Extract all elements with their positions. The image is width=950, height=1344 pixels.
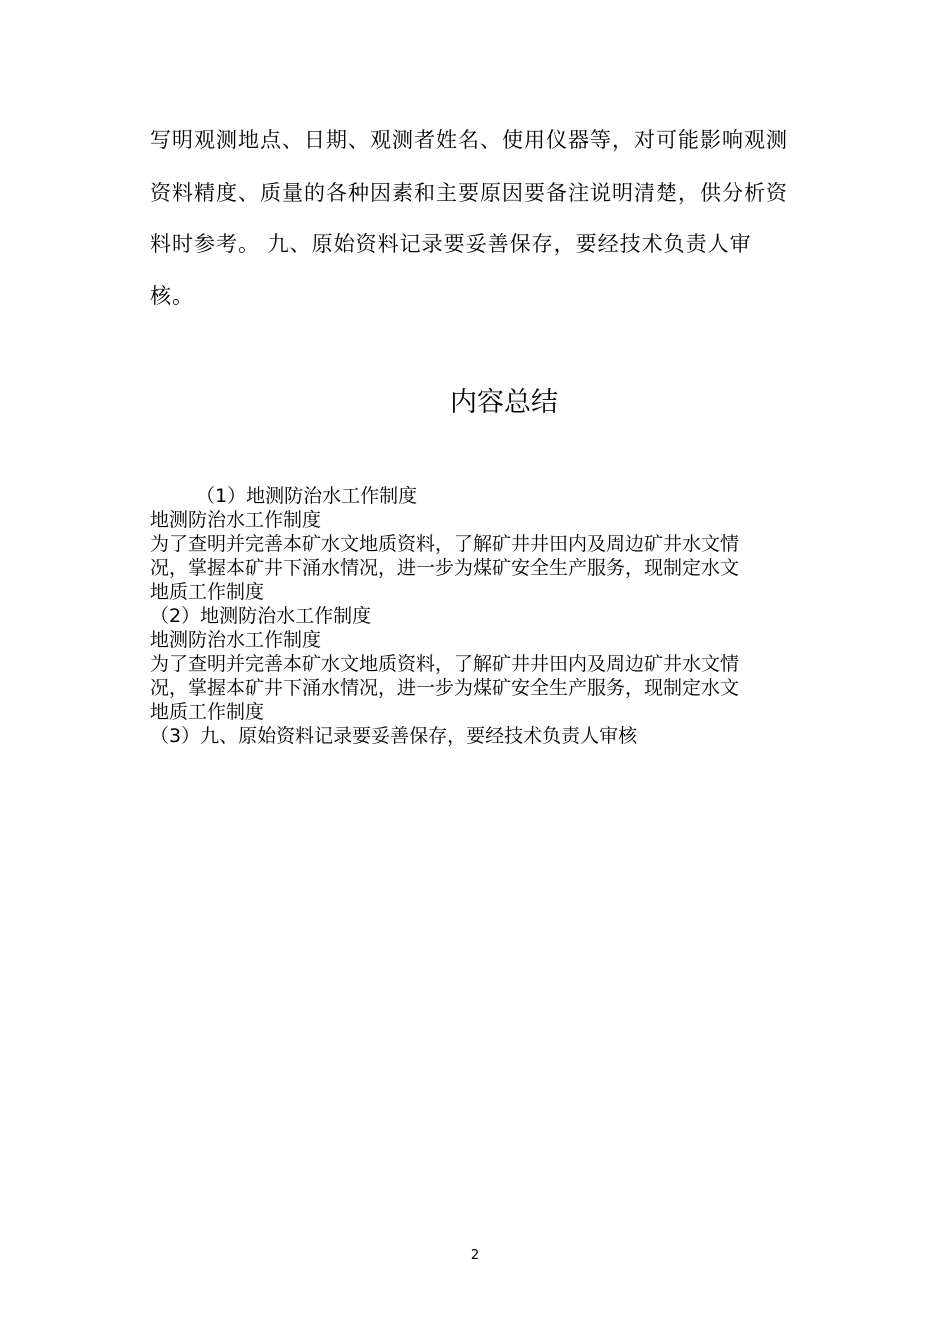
- body-line: 资料精度、质量的各种因素和主要原因要备注说明清楚，供分析资: [150, 181, 788, 205]
- summary-line: 地质工作制度: [150, 701, 265, 723]
- body-line: 料时参考。 九、原始资料记录要妥善保存，要经技术负责人审: [150, 232, 752, 256]
- summary-line: 况，掌握本矿井下涌水情况，进一步为煤矿安全生产服务，现制定水文: [150, 557, 740, 579]
- summary-title: 内容总结: [450, 387, 558, 418]
- summary-line: 况，掌握本矿井下涌水情况，进一步为煤矿安全生产服务，现制定水文: [150, 677, 740, 699]
- summary-line: （1）地测防治水工作制度: [196, 485, 418, 507]
- page-number: 2: [470, 1248, 480, 1263]
- body-line: 写明观测地点、日期、观测者姓名、使用仪器等，对可能影响观测: [150, 128, 788, 152]
- summary-line: 为了查明并完善本矿水文地质资料，了解矿井井田内及周边矿井水文情: [150, 533, 740, 555]
- body-line: 核。: [150, 284, 194, 308]
- summary-line: （2）地测防治水工作制度: [150, 605, 372, 627]
- summary-line: 地测防治水工作制度: [150, 629, 322, 651]
- summary-line: 地测防治水工作制度: [150, 509, 322, 531]
- summary-line: （3）九、原始资料记录要妥善保存，要经技术负责人审核: [150, 725, 638, 747]
- summary-line: 地质工作制度: [150, 581, 265, 603]
- summary-line: 为了查明并完善本矿水文地质资料，了解矿井井田内及周边矿井水文情: [150, 653, 740, 675]
